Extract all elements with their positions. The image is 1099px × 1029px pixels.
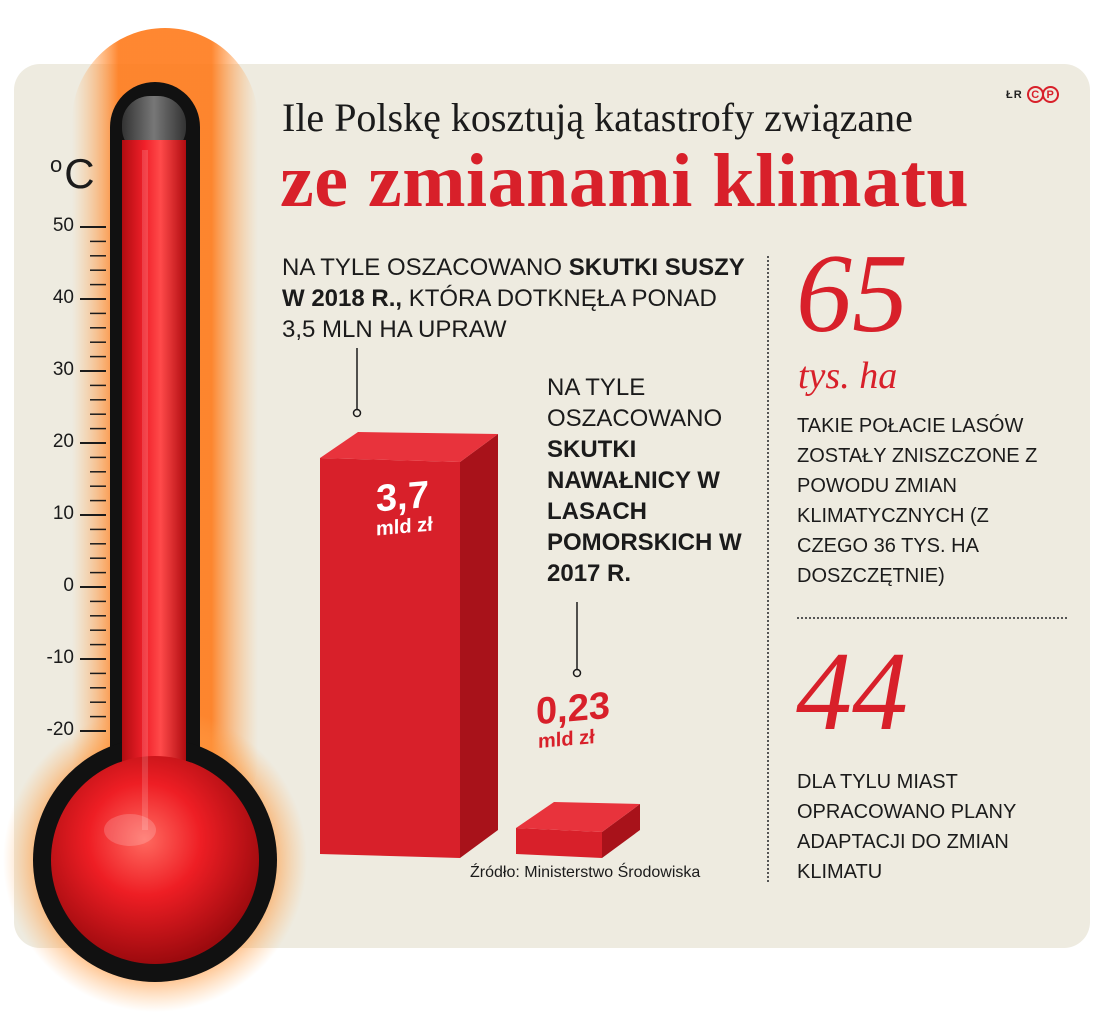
scale-label: 0 xyxy=(63,575,74,596)
storm-caption: NA TYLE OSZACOWANO SKUTKI NAWAŁNICY W LASACH POMORSKICH W 2017 R. xyxy=(547,374,742,587)
vertical-divider xyxy=(767,256,769,882)
bar-front xyxy=(516,828,602,858)
storm-unit: mld zł xyxy=(538,726,595,754)
scale-label: 50 xyxy=(52,215,74,236)
cities-stat-text: DLA TYLU MIAST OPRACOWANO PLANY ADAPTACJI DO ZMIAN KLIMATU xyxy=(797,771,1016,883)
logo-letter: C xyxy=(1027,86,1044,103)
celsius-unit: $^o$C xyxy=(50,150,95,197)
drought-value: 3,7 xyxy=(376,473,429,521)
drought-value-label xyxy=(376,473,433,541)
forest-stat-unit: tys. ha xyxy=(798,355,898,397)
drought-caption: NA TYLE OSZACOWANO SKUTKI SUSZY W 2018 R., KTÓRA DOTKNĘŁA PONAD 3,5 MLN HA UPRAW xyxy=(282,254,745,343)
cities-stat-number: 44 xyxy=(796,630,908,754)
scale-label: -10 xyxy=(46,647,74,668)
author-initials: ŁR xyxy=(1006,88,1023,101)
logo-letter: P xyxy=(1042,86,1059,103)
drought-leader-dot xyxy=(354,410,361,417)
scale-label: 20 xyxy=(52,431,74,452)
scale-label: 40 xyxy=(52,287,74,308)
forest-stat-text: TAKIE POŁACIE LASÓW ZOSTAŁY ZNISZCZONE Z POWODU ZMIAN KLIMATYCZNYCH (Z CZEGO 36 TYS. HA DOSZCZĘTNIE) xyxy=(797,415,1038,587)
scale-label: 30 xyxy=(52,359,74,380)
headline-line-2: ze zmianami klimatu xyxy=(280,139,970,223)
drought-unit: mld zł xyxy=(376,513,433,541)
forest-stat-number: 65 xyxy=(796,232,908,356)
scale-label: -20 xyxy=(46,719,74,740)
storm-leader-dot xyxy=(574,670,581,677)
bar-right-face xyxy=(460,434,498,858)
source-note: Źródło: Ministerstwo Środowiska xyxy=(470,864,701,881)
scale-label: 10 xyxy=(52,503,74,524)
storm-value: 0,23 xyxy=(536,684,610,734)
headline-line-1: Ile Polskę kosztują katastrofy związane xyxy=(282,95,913,140)
horizontal-divider xyxy=(797,617,1067,619)
storm-value-label xyxy=(536,684,610,754)
